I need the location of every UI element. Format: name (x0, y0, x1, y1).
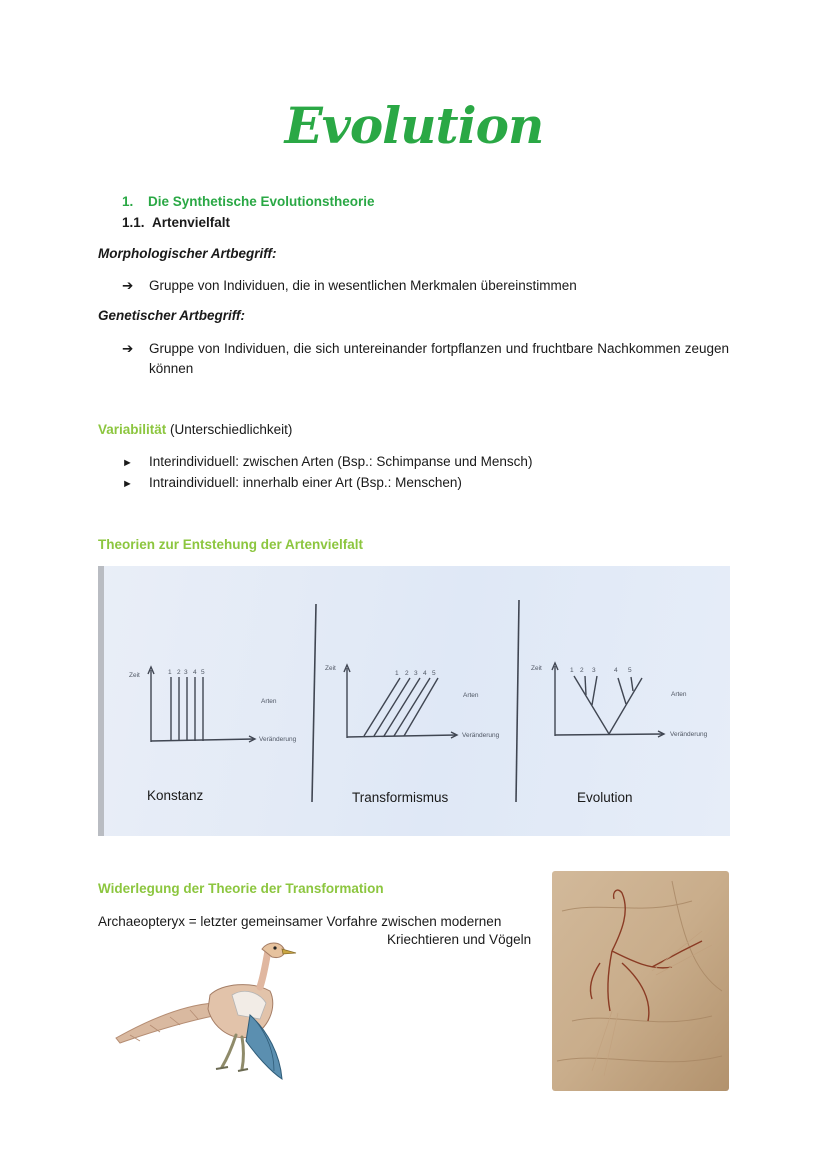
species-number: 2 (580, 667, 584, 674)
x-axis-label: Veränderung (670, 731, 708, 738)
list-item (122, 452, 729, 472)
y-axis-label: Zeit (129, 672, 140, 679)
morphological-term: Morphologischer Artbegriff: (98, 246, 277, 261)
heading-2 (122, 215, 230, 230)
x-axis-label: Veränderung (462, 732, 500, 739)
arrow-icon: ➔ (122, 278, 134, 293)
branch-line (592, 676, 597, 705)
species-number: 2 (405, 670, 409, 677)
branch-line (631, 677, 633, 691)
heading-1 (122, 194, 375, 209)
x-axis (347, 735, 456, 737)
separator-line (312, 604, 316, 802)
species-number: 4 (614, 667, 618, 674)
diagram-evolution (552, 663, 664, 737)
caption-evolution: Evolution (577, 790, 633, 805)
species-line (384, 678, 420, 736)
genetic-text: Gruppe von Individuen, die sich untereinander fortpflanzen und fruchtbare Nachkommen zeugen können (149, 341, 729, 376)
heading-2-number: 1.1. (122, 215, 145, 230)
species-number: 2 (177, 669, 181, 676)
diagram-transformismus (344, 665, 457, 738)
y-axis-label: Zeit (325, 665, 336, 672)
species-number: 4 (423, 670, 427, 677)
heading-2-text: Artenvielfalt (152, 215, 231, 230)
species-number: 5 (201, 669, 205, 676)
branch-line (585, 676, 586, 695)
archaeopteryx-fossil-photo (552, 871, 729, 1091)
species-label: Arten (463, 692, 479, 699)
species-line (374, 678, 410, 736)
page-title: Evolution (284, 96, 544, 155)
genetic-definition (122, 339, 729, 379)
theories-diagram-photo (98, 566, 730, 836)
list-item-text: Intraindividuell: innerhalb einer Art (Bsp.: Menschen) (149, 475, 462, 490)
refutation-heading: Widerlegung der Theorie der Transformation (98, 881, 384, 896)
species-number: 1 (168, 669, 172, 676)
triangle-bullet-icon: ► (122, 478, 133, 490)
separator-line (516, 600, 519, 802)
morphological-text: Gruppe von Individuen, die in wesentlichen Merkmalen übereinstimmen (149, 278, 577, 293)
diagram-konstanz (148, 667, 255, 742)
branch-line (609, 678, 642, 734)
archaeopteryx-text-line1: Archaeopteryx = letzter gemeinsamer Vorfahre zwischen modernen (98, 914, 502, 929)
species-line (394, 678, 430, 736)
archaeopteryx-illustration (110, 935, 310, 1085)
heading-1-text: Die Synthetische Evolutionstheorie (148, 194, 375, 209)
x-axis (555, 734, 663, 735)
list-item (122, 473, 729, 493)
species-number: 4 (193, 669, 197, 676)
morphological-definition (122, 276, 729, 296)
branch-line (618, 678, 626, 704)
branch-line (574, 676, 609, 734)
theories-heading: Theorien zur Entstehung der Artenvielfalt (98, 537, 364, 552)
list-item-text: Interindividuell: zwischen Arten (Bsp.: Schimpanse und Mensch) (149, 454, 533, 469)
species-number: 5 (628, 667, 632, 674)
caption-konstanz: Konstanz (147, 788, 204, 803)
archaeopteryx-text-line2: Kriechtieren und Vögeln (387, 932, 532, 947)
species-label: Arten (261, 698, 277, 705)
species-number: 5 (432, 670, 436, 677)
variability-heading (98, 422, 292, 437)
species-number: 1 (570, 667, 574, 674)
variability-label: Variabilität (98, 422, 167, 437)
arrow-icon: ➔ (122, 341, 134, 356)
species-number: 1 (395, 670, 399, 677)
species-label: Arten (671, 691, 687, 698)
species-number: 3 (184, 669, 188, 676)
heading-1-number: 1. (122, 194, 134, 209)
x-axis-label: Veränderung (259, 736, 297, 743)
species-line (404, 678, 438, 736)
species-line (364, 678, 400, 736)
genetic-term: Genetischer Artbegriff: (98, 308, 246, 323)
species-number: 3 (592, 667, 596, 674)
theories-diagram (98, 566, 730, 836)
caption-transformismus: Transformismus (352, 790, 449, 805)
y-axis-label: Zeit (531, 665, 542, 672)
species-number: 3 (414, 670, 418, 677)
variability-sub: (Unterschiedlichkeit) (170, 422, 293, 437)
triangle-bullet-icon: ► (122, 457, 133, 469)
